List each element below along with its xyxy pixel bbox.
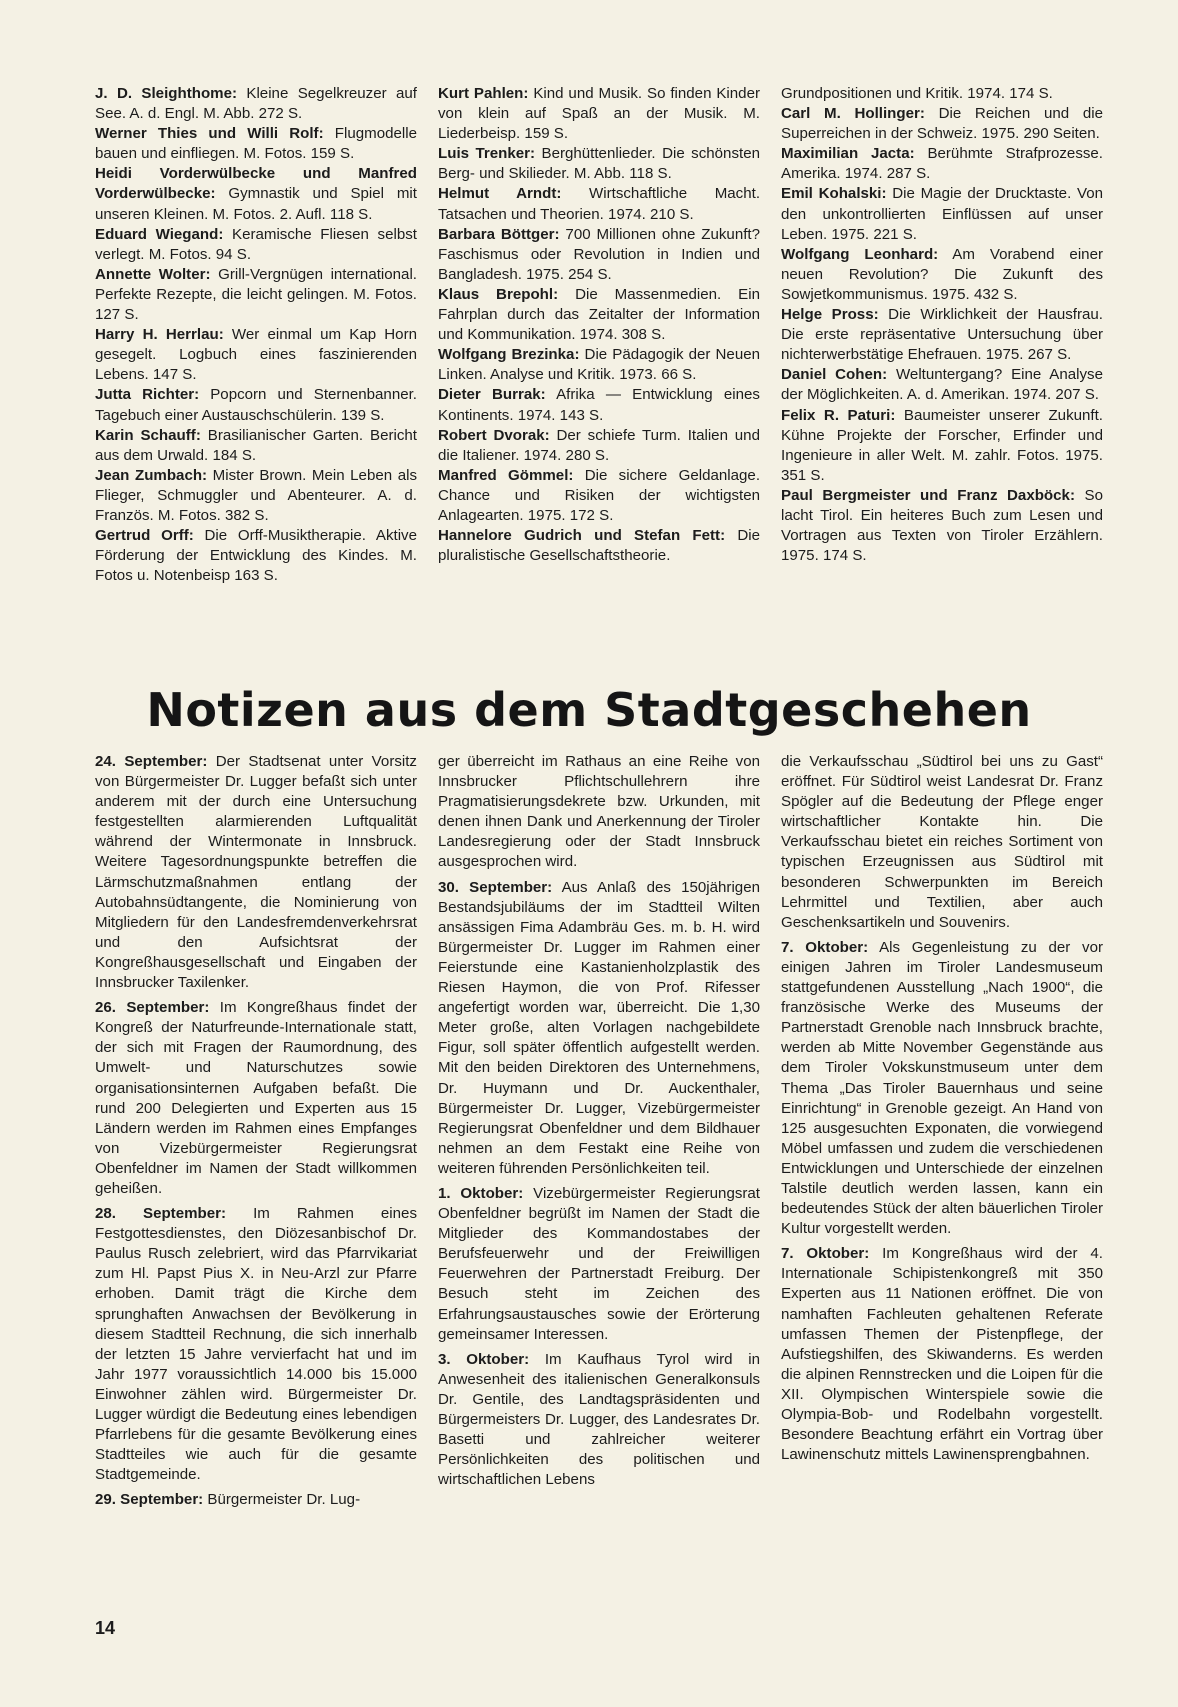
news-column-1	[95, 752, 417, 1612]
news-date: 7. Oktober:	[781, 938, 869, 956]
book-entry	[781, 104, 1103, 144]
book-details: Mister Brown. Mein Leben als Flieger, Schmuggler und Abenteurer. A. d. Französ. M. Fotos. 382 S.	[95, 466, 417, 524]
book-entry	[95, 124, 417, 164]
news-text: die Verkaufsschau „Südtirol bei uns zu Gast“ eröffnet. Für Südtirol weist Landesrat Dr. Franz Spögler auf die Bedeutung der Pflege enger wirtschaftlicher Kontakte hin. Die Verkaufsschau bietet ein reiches Sortiment von typischen Erzeugnissen aus Südtirol mit besonderen Schwerpunkten im Bereich Lehrmittel und Textilien, aber auch Geschenksartikeln und Souvenirs.	[781, 753, 1103, 931]
book-entry	[781, 305, 1103, 365]
book-details: Wer einmal um Kap Horn gesegelt. Logbuch eines faszinierenden Lebens. 147 S.	[95, 326, 417, 384]
news-item	[438, 1350, 760, 1491]
book-details: Flugmodelle bauen und einfliegen. M. Fotos. 159 S.	[95, 125, 417, 163]
book-list	[95, 84, 1103, 644]
book-entry	[95, 164, 417, 224]
news-text: Vizebürgermeister Regierungsrat Obenfeldner begrüßt im Namen der Stadt die Mitglieder des Kommandostabes der Berufsfeuerwehr und der Freiwilligen Feuerwehren der Partnerstadt Freiburg. Der Besuch steht im Zeichen des Erfahrungsaustausches sowie der Erörterung gemeinsamer Interessen.	[438, 1184, 760, 1343]
news-column-3	[781, 752, 1103, 1612]
book-author: Robert Dvorak:	[438, 426, 550, 444]
book-details: Die Magie der Drucktaste. Von den unkontrollierten Einflüssen auf unser Leben. 1975. 221 S.	[781, 185, 1104, 243]
book-entry	[95, 84, 417, 124]
news-item	[95, 998, 417, 1199]
book-entry	[438, 466, 760, 526]
book-entry	[781, 486, 1103, 566]
news-text: Im Kongreßhaus findet der Kongreß der Naturfreunde-Internationale statt, der sich mit Fragen der Raumordnung, des Umwelt- und Naturschutzes sowie organisationsinternen Aufgaben befaßt. Die rund 200 Delegierten und Experten aus 15 Ländern werden im Rahmen eines Empfanges von Vizebürgermeister Regierungsrat Obenfeldner im Namen der Stadt willkommen geheißen.	[95, 999, 417, 1197]
news-item	[438, 878, 760, 1179]
news-date: 7. Oktober:	[781, 1245, 870, 1263]
book-details: Die Orff-Musiktherapie. Aktive Förderung der Entwicklung des Kindes. M. Fotos u. Notenbeisp 163 S.	[95, 527, 417, 585]
news-item	[781, 1244, 1103, 1465]
book-list-column-3	[781, 84, 1103, 644]
book-author: Karin Schauff:	[95, 426, 201, 444]
book-entry	[95, 265, 417, 325]
news-item	[438, 1184, 760, 1345]
book-author: Daniel Cohen:	[781, 366, 888, 384]
book-entry	[438, 84, 760, 144]
book-author: Helge Pross:	[781, 306, 879, 324]
book-entry	[95, 426, 417, 466]
news-date: 28. September:	[95, 1205, 227, 1223]
book-entry	[95, 325, 417, 385]
book-author: Wolfgang Brezinka:	[438, 346, 580, 364]
book-details: Baumeister unserer Zukunft. Kühne Projekte der Forscher, Erfinder und Ingenieure in aller Welt. M. zahlr. Fotos. 1975. 351 S.	[781, 406, 1103, 484]
book-author: Kurt Pahlen:	[438, 85, 529, 102]
book-author: Werner Thies und Willi Rolf:	[95, 125, 324, 143]
book-author: Paul Bergmeister und Franz Daxböck:	[781, 486, 1075, 504]
book-entry	[438, 285, 760, 345]
section-heading: Notizen aus dem Stadtgeschehen	[146, 683, 1032, 737]
book-details: Grill-Vergnügen international. Perfekte Rezepte, die leicht gelingen. M. Fotos. 127 S.	[95, 265, 417, 324]
book-details: So lacht Tirol. Ein heiteres Buch zum Lesen und Vortragen aus Texten von Tiroler Erzählern. 1975. 174 S.	[781, 486, 1103, 565]
book-details: Gymnastik und Spiel mit unseren Kleinen. M. Fotos. 2. Aufl. 118 S.	[95, 185, 417, 223]
book-entry	[438, 426, 760, 466]
news-item	[781, 938, 1103, 1239]
book-details: 700 Millionen ohne Zukunft? Faschismus oder Revolution in Indien und Bangladesh. 1975. 254 S.	[438, 225, 760, 283]
news-item	[95, 752, 417, 993]
news-text: Aus Anlaß des 150jährigen Bestandsjubiläums der im Stadtteil Wilten ansässigen Fima Adambräu Ges. m. b. H. wird Bürgermeister Dr. Lugger im Rahmen einer Feierstunde eine Kastanienholzplastik des Riesen Haymon, die von Prof. Rifesser angefertigt worden war, überreicht. Die 1,30 Meter große, alten Vorlagen nachgebildete Figur, soll später öffentlich aufgestellt werden. Mit den beiden Direktoren des Unternehmens, Dr. Huymann und Dr. Auckenthaler, Bürgermeister Dr. Lugger, Vizebürgermeister Regierungsrat Obenfeldner und dem Bildhauer nehmen an dem Festakt eine Reihe von weiteren führenden Persönlichkeiten teil.	[438, 878, 760, 1177]
book-entry	[781, 245, 1103, 305]
news-item	[95, 1204, 417, 1485]
book-details: Afrika — Entwicklung eines Kontinents. 1974. 143 S.	[438, 386, 760, 424]
book-entry	[95, 385, 417, 425]
book-details: Am Vorabend einer neuen Revolution? Die Zukunft des Sowjetkommunismus. 1975. 432 S.	[781, 245, 1103, 303]
book-entry	[438, 144, 760, 184]
book-details: Kind und Musik. So finden Kinder von klein auf Spaß an der Musik. M. Liederbeisp. 159 S.	[438, 85, 760, 143]
book-author: Klaus Brepohl:	[438, 285, 559, 303]
news-column-2	[438, 752, 760, 1612]
book-details: Keramische Fliesen selbst verlegt. M. Fotos. 94 S.	[95, 225, 417, 263]
news-item	[95, 1490, 417, 1510]
page-number: 14	[95, 1618, 116, 1638]
book-author: Manfred Gömmel:	[438, 466, 574, 484]
book-entry	[95, 225, 417, 265]
news-text: Bürgermeister Dr. Lug-	[207, 1491, 361, 1509]
city-news	[95, 752, 1103, 1612]
book-entry	[781, 184, 1103, 244]
book-entry-continued	[781, 84, 1103, 104]
book-list-column-2	[438, 84, 760, 644]
book-details: Weltuntergang? Eine Analyse der Möglichkeiten. A. d. Amerikan. 1974. 207 S.	[781, 366, 1103, 404]
news-date: 3. Oktober:	[438, 1350, 530, 1368]
news-date: 1. Oktober:	[438, 1184, 524, 1202]
book-author: Helmut Arndt:	[438, 185, 562, 203]
book-author: Luis Trenker:	[438, 145, 536, 163]
book-details: Die Massenmedien. Ein Fahrplan durch das Zeitalter der Information und Kommunikation. 1974. 308 S.	[438, 285, 760, 344]
book-entry	[438, 225, 760, 285]
book-details: Berghüttenlieder. Die schönsten Berg- und Skilieder. M. Abb. 118 S.	[438, 145, 760, 183]
book-details: Grundpositionen und Kritik. 1974. 174 S.	[781, 85, 1053, 102]
news-date: 26. September:	[95, 999, 210, 1017]
book-details: Die sichere Geldanlage. Chance und Risiken der wichtigsten Anlagearten. 1975. 172 S.	[438, 466, 761, 524]
book-author: Maximilian Jacta:	[781, 145, 915, 163]
book-author: Carl M. Hollinger:	[781, 105, 925, 123]
book-author: Annette Wolter:	[95, 265, 211, 283]
book-author: Harry H. Herrlau:	[95, 326, 224, 344]
book-entry	[781, 365, 1103, 405]
book-entry	[95, 526, 417, 586]
news-text: Im Kongreßhaus wird der 4. Internationale Schipistenkongreß mit 350 Experten aus 11 Nationen eröffnet. Die von namhaften Fachleuten gehaltenen Referate umfassen Themen der Pistenpflege, der Aufstiegshilfen, des Skiwanderns. Es werden die alpinen Rennstrecken und die Loipen für die XII. Olympischen Winterspiele sowie die Olympia-Bob- und Rodelbahn vorgestellt. Besondere Beachtung erfährt ein Vortrag über Lawinenschutz mittels Lawinensprengbahnen.	[781, 1245, 1103, 1464]
book-details: Die Reichen und die Superreichen in der Schweiz. 1975. 290 Seiten.	[781, 105, 1103, 143]
book-entry	[781, 406, 1103, 486]
book-author: Gertrud Orff:	[95, 527, 194, 545]
book-list-column-1	[95, 84, 417, 644]
book-entry	[438, 526, 760, 566]
book-details: Kleine Segelkreuzer auf See. A. d. Engl. M. Abb. 272 S.	[95, 85, 417, 123]
book-author: Emil Kohalski:	[781, 185, 887, 203]
book-entry	[438, 385, 760, 425]
news-text: Als Gegenleistung zu der vor einigen Jahren im Tiroler Landesmuseum stattgefundenen Ausstellung „Nach 1900“, die französische Werke des Museums der Partnerstadt Grenoble nach Innsbruck brachte, werden ab Mitte November Gegenstände aus dem Tiroler Vokskunstmuseum unter dem Thema „Das Tiroler Bauernhaus und seine Einrichtung“ in Grenoble gezeigt. An Hand von 125 ausgesuchten Exponaten, die vorwiegend Möbel umfassen und zudem die verschiedenen Entwicklungen und Unterschiede der einzelnen Talstile deutlich werden lassen, kann ein bedeutendes Stück der alten bäuerlichen Tiroler Kultur vorgestellt werden.	[781, 938, 1103, 1238]
news-text: Im Rahmen eines Festgottesdienstes, den Diözesanbischof Dr. Paulus Rusch zelebriert, wird das Pfarrvikariat zum Hl. Papst Pius X. in Neu-Arzl zur Pfarre erhoben. Damit trägt die Kirche dem sprunghaften Anwachsen der Bevölkerung in diesem Stadtteil Rechnung, die sich innerhalb der letzten 15 Jahre vervierfacht hat und im Jahr 1977 voraussichtlich 14.000 bis 15.000 Einwohner zählen wird. Bürgermeister Dr. Lugger würdigt die Bedeutung eines lebendigen Pfarrlebens für die gesamte Bevölkerung eines Stadtteiles wie auch für die gesamte Stadtgemeinde.	[95, 1205, 417, 1484]
book-author: Eduard Wiegand:	[95, 225, 224, 243]
book-entry	[95, 466, 417, 526]
book-author: Barbara Böttger:	[438, 225, 560, 243]
book-author: Felix R. Paturi:	[781, 406, 896, 424]
news-date: 30. September:	[438, 878, 553, 896]
book-details: Der schiefe Turm. Italien und die Italiener. 1974. 280 S.	[438, 426, 760, 464]
book-details: Brasilianischer Garten. Bericht aus dem Urwald. 184 S.	[95, 426, 417, 464]
book-author: Jutta Richter:	[95, 386, 200, 404]
book-details: Berühmte Strafprozesse. Amerika. 1974. 287 S.	[781, 145, 1103, 183]
book-author: J. D. Sleighthome:	[95, 85, 238, 102]
news-date: 24. September:	[95, 753, 208, 770]
book-entry	[438, 184, 760, 224]
news-text: ger überreicht im Rathaus an eine Reihe von Innsbrucker Pflichtschullehrern ihre Pragmatisierungsdekrete bzw. Urkunden, mit denen ihnen Dank und Anerkennung der Tiroler Landesregierung oder der Stadt Innsbruck ausgesprochen wird.	[438, 753, 760, 871]
book-details: Die Wirklichkeit der Hausfrau. Die erste repräsentative Untersuchung über nichterwerbstätige Ehefrauen. 1975. 267 S.	[781, 306, 1103, 364]
book-author: Jean Zumbach:	[95, 466, 208, 484]
book-details: Popcorn und Sternenbanner. Tagebuch einer Austauschschülerin. 139 S.	[95, 386, 417, 424]
book-entry	[438, 345, 760, 385]
book-entry	[781, 144, 1103, 184]
news-item-continued	[438, 752, 760, 873]
news-item-continued	[781, 752, 1103, 933]
book-author: Hannelore Gudrich und Stefan Fett:	[438, 527, 726, 545]
book-details: Die pluralistische Gesellschaftstheorie.	[438, 527, 760, 565]
news-text: Der Stadtsenat unter Vorsitz von Bürgermeister Dr. Lugger befaßt sich unter anderem mit der durch eine Untersuchung festgestellten alarmierenden Luftqualität während der Wintermonate in Innsbruck. Weitere Tagesordnungspunkte betreffen die Lärmschutzmaßnahmen entlang der Autobahnsüdtangente, die Nominierung von Mitgliedern für den Landesfremdenverkehrsrat und den Aufsichtsrat der Kongreßhausgesellschaft und Eingaben der Innsbrucker Taxilenker.	[95, 753, 417, 992]
news-text: Im Kaufhaus Tyrol wird in Anwesenheit des italienischen Generalkonsuls Dr. Gentile, des Landtagspräsidenten und Bürgermeisters Dr. Lugger, des Landesrates Dr. Basetti und zahlreicher weiterer Persönlichkeiten des politischen und wirtschaftlichen Lebens	[438, 1350, 760, 1489]
news-date: 29. September:	[95, 1491, 204, 1509]
book-details: Wirtschaftliche Macht. Tatsachen und Theorien. 1974. 210 S.	[438, 185, 761, 223]
book-author: Wolfgang Leonhard:	[781, 245, 939, 263]
book-details: Die Pädagogik der Neuen Linken. Analyse und Kritik. 1973. 66 S.	[438, 346, 760, 384]
book-author: Dieter Burrak:	[438, 386, 546, 404]
book-author: Heidi Vorderwülbecke und Manfred Vorderwülbecke:	[95, 165, 417, 203]
